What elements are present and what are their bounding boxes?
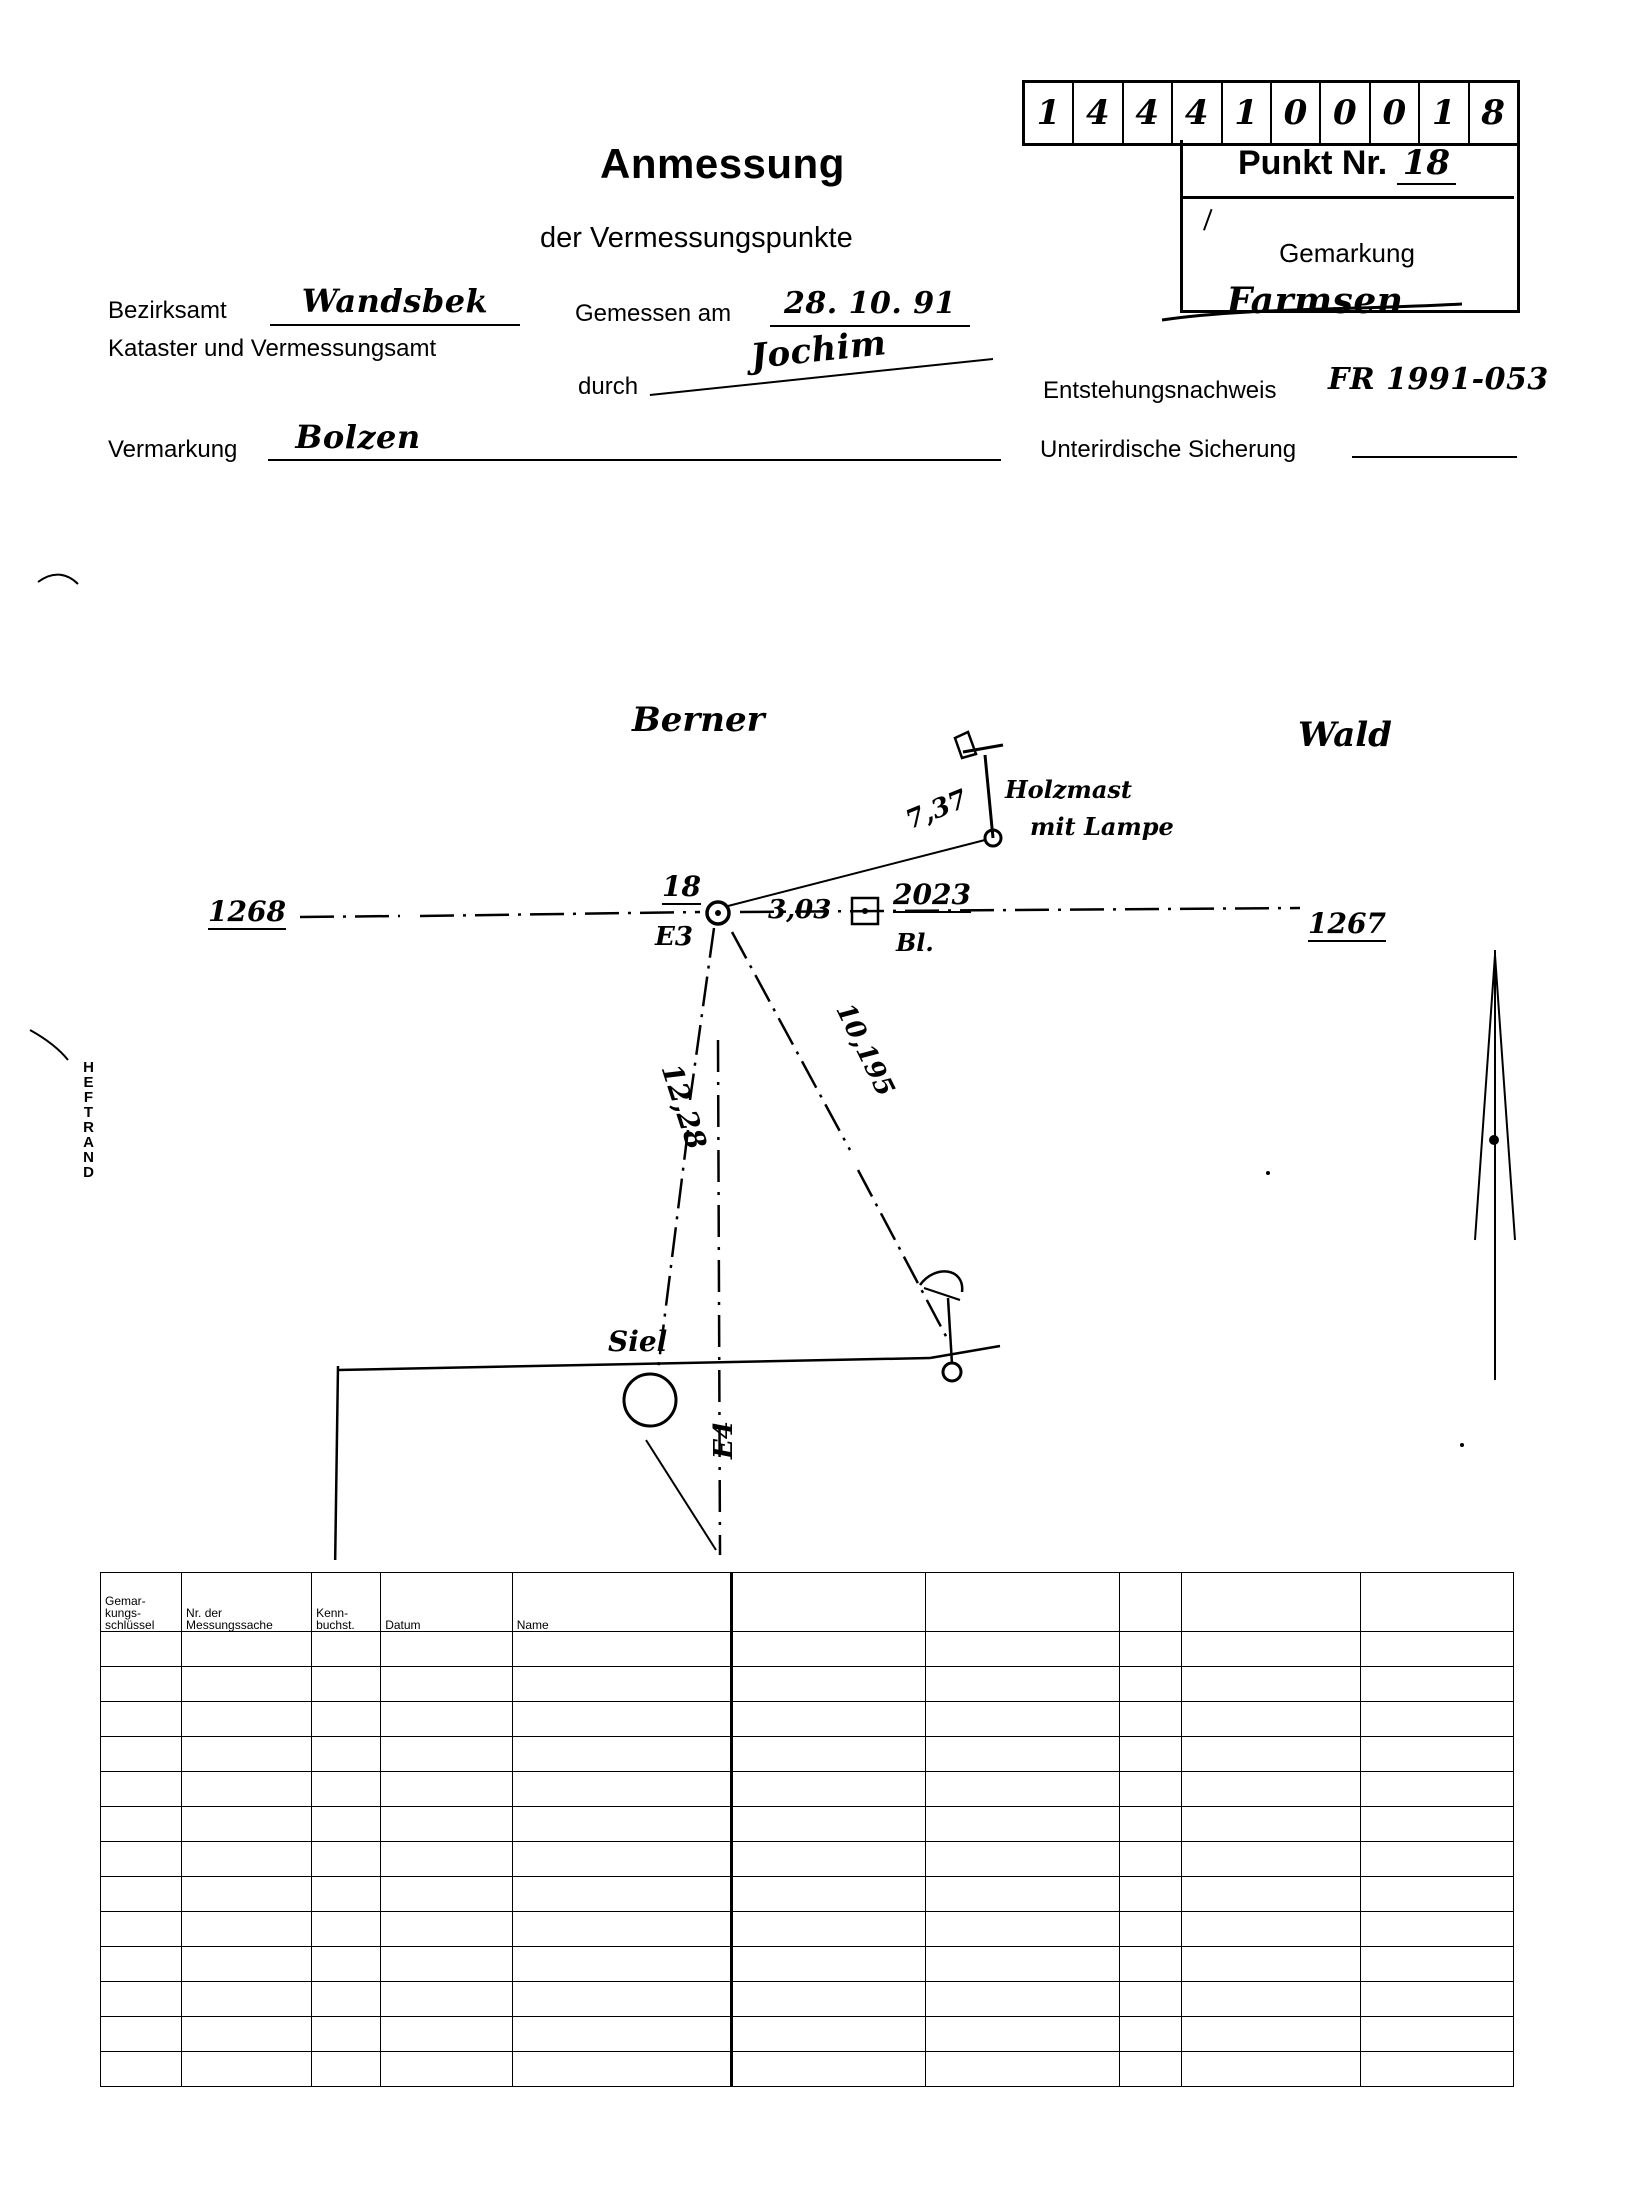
table-cell[interactable] — [926, 1702, 1119, 1737]
sketch-label-siel: Siel — [608, 1325, 668, 1358]
table-cell[interactable] — [101, 1947, 182, 1982]
table-cell[interactable] — [732, 1667, 926, 1702]
table-cell[interactable] — [1182, 1947, 1361, 1982]
table-cell[interactable] — [1361, 1667, 1514, 1702]
sketch-label-street-left: Berner — [632, 700, 765, 740]
table-cell[interactable] — [1361, 1702, 1514, 1737]
table-cell[interactable] — [312, 1842, 381, 1877]
number-digit-cell: 0 — [1371, 83, 1420, 143]
table-cell[interactable] — [1119, 2017, 1181, 2052]
table-cell[interactable] — [312, 1702, 381, 1737]
divider — [1180, 196, 1514, 199]
table-cell[interactable] — [1119, 1947, 1181, 1982]
table-cell[interactable] — [101, 1737, 182, 1772]
table-cell[interactable] — [381, 1772, 512, 1807]
table-cell[interactable] — [381, 1947, 512, 1982]
durch-value[interactable]: Jochim — [645, 312, 993, 396]
table-cell[interactable] — [312, 2052, 381, 2087]
table-cell[interactable] — [1119, 1737, 1181, 1772]
table-cell[interactable] — [381, 1877, 512, 1912]
table-cell[interactable] — [1182, 1667, 1361, 1702]
table-cell[interactable] — [182, 1772, 312, 1807]
table-cell[interactable] — [512, 1912, 732, 1947]
table-cell[interactable] — [1119, 1842, 1181, 1877]
table-cell[interactable] — [312, 1912, 381, 1947]
table-cell[interactable] — [512, 1737, 732, 1772]
number-digit-cell: 8 — [1481, 93, 1506, 133]
table-cell[interactable] — [1182, 2017, 1361, 2052]
table-cell[interactable] — [381, 2017, 512, 2052]
table-cell[interactable] — [381, 2052, 512, 2087]
table-cell[interactable] — [381, 1807, 512, 1842]
table-cell[interactable] — [381, 1632, 512, 1667]
col-gemarkungsschluessel: Gemar- kungs- schlüssel — [101, 1573, 182, 1632]
table-cell[interactable] — [312, 1737, 381, 1772]
table-row[interactable] — [101, 1982, 1514, 2017]
table-cell[interactable] — [101, 1912, 182, 1947]
table-cell[interactable] — [1361, 1737, 1514, 1772]
vermarkung-label: Vermarkung — [108, 436, 238, 463]
table-cell[interactable] — [182, 1842, 312, 1877]
table-row[interactable] — [101, 1737, 1514, 1772]
table-cell[interactable] — [312, 1982, 381, 2017]
table-cell[interactable] — [1119, 1702, 1181, 1737]
table-cell[interactable] — [101, 2017, 182, 2052]
table-cell[interactable] — [312, 1667, 381, 1702]
table-cell[interactable] — [182, 1702, 312, 1737]
table-cell[interactable] — [926, 1737, 1119, 1772]
table-cell[interactable] — [1361, 1947, 1514, 1982]
table-cell[interactable] — [101, 1807, 182, 1842]
table-cell[interactable] — [512, 1772, 732, 1807]
sketch-point-1268: 1268 — [208, 895, 286, 928]
table-cell[interactable] — [926, 1807, 1119, 1842]
table-row[interactable] — [101, 1912, 1514, 1947]
table-cell[interactable] — [732, 2052, 926, 2087]
table-cell[interactable] — [1119, 1877, 1181, 1912]
number-digit-cell: 4 — [1124, 83, 1173, 143]
table-cell[interactable] — [732, 1772, 926, 1807]
table-cell[interactable] — [1361, 2052, 1514, 2087]
sketch-distance-mast: 7,37 — [901, 784, 972, 836]
table-cell[interactable] — [182, 1737, 312, 1772]
table-cell[interactable] — [381, 1737, 512, 1772]
table-cell[interactable] — [1182, 1737, 1361, 1772]
table-cell[interactable] — [1119, 1632, 1181, 1667]
measurement-table — [100, 1572, 1514, 2087]
page-title: Anmessung — [600, 140, 845, 187]
table-cell[interactable] — [182, 2052, 312, 2087]
table-cell[interactable] — [926, 1842, 1119, 1877]
table-cell[interactable] — [926, 2052, 1119, 2087]
number-digit-cell: 1 — [1420, 83, 1469, 143]
table-cell[interactable] — [926, 1947, 1119, 1982]
table-cell[interactable] — [732, 1702, 926, 1737]
sketch-point-18-sub: E3 — [655, 922, 693, 952]
table-cell[interactable] — [101, 1632, 182, 1667]
table-cell[interactable] — [512, 2052, 732, 2087]
sketch-label-holzmast: Holzmast — [1005, 775, 1132, 804]
table-cell[interactable] — [101, 1842, 182, 1877]
table-cell[interactable] — [182, 1947, 312, 1982]
point-number-boxes — [1022, 80, 1520, 146]
table-row[interactable] — [101, 1632, 1514, 1667]
table-cell[interactable] — [1361, 1772, 1514, 1807]
table-cell[interactable] — [926, 1632, 1119, 1667]
durch-label: durch — [578, 373, 639, 400]
table-cell[interactable] — [1182, 1912, 1361, 1947]
col-kennbuchstabe: Kenn- buchst. — [312, 1573, 381, 1632]
gemarkung-label: Gemarkung — [1279, 238, 1415, 268]
vermarkung-rule — [268, 459, 1001, 461]
table-cell[interactable] — [1361, 1912, 1514, 1947]
table-row[interactable] — [101, 1702, 1514, 1737]
table-cell[interactable] — [512, 2017, 732, 2052]
number-digit-cell: 1 — [1025, 83, 1074, 143]
table-cell[interactable] — [101, 1772, 182, 1807]
table-cell[interactable] — [926, 2017, 1119, 2052]
table-cell[interactable] — [101, 2052, 182, 2087]
table-cell[interactable] — [512, 1842, 732, 1877]
table-cell[interactable] — [312, 1807, 381, 1842]
bezirksamt-label: Bezirksamt — [108, 297, 227, 324]
table-cell[interactable] — [182, 1667, 312, 1702]
heftrand-margin-text: H E F T R A N D — [83, 1059, 95, 1181]
unterirdische-sicherung-label: Unterirdische Sicherung — [1040, 436, 1297, 463]
number-digit-cell: 0 — [1272, 83, 1321, 143]
survey-sketch — [0, 540, 1648, 1560]
gemarkung-underline — [1152, 290, 1482, 330]
col-blank-2 — [926, 1573, 1119, 1632]
table-cell[interactable] — [101, 1877, 182, 1912]
table-cell[interactable] — [1182, 1772, 1361, 1807]
col-blank-3 — [1119, 1573, 1181, 1632]
sketch-point-18: 18 — [662, 870, 701, 903]
number-digit-cell: 4 — [1173, 83, 1222, 143]
sketch-distance-center: 3,03 — [768, 895, 832, 925]
table-row[interactable] — [101, 1877, 1514, 1912]
sketch-label-street-right: Wald — [1298, 715, 1392, 755]
entstehungsnachweis-label: Entstehungsnachweis — [1043, 377, 1277, 404]
col-nr-der-messungssache: Nr. der Messungssache — [182, 1573, 312, 1632]
sketch-label-mit-lampe: mit Lampe — [1030, 812, 1174, 841]
table-cell[interactable] — [182, 1807, 312, 1842]
sketch-point-2023-sub: Bl. — [896, 928, 934, 957]
table-cell[interactable] — [101, 1702, 182, 1737]
pen-tick-mark: | — [1200, 204, 1216, 233]
table-cell[interactable] — [381, 1667, 512, 1702]
table-cell[interactable] — [926, 1877, 1119, 1912]
table-body — [101, 1632, 1514, 2087]
entstehungsnachweis-value[interactable]: FR 1991-053 — [1328, 362, 1549, 397]
table-row[interactable] — [101, 2052, 1514, 2087]
col-name: Name — [512, 1573, 732, 1632]
table-row[interactable] — [101, 1807, 1514, 1842]
table-cell[interactable] — [1119, 1912, 1181, 1947]
table-cell[interactable] — [312, 1947, 381, 1982]
table-cell[interactable] — [381, 1702, 512, 1737]
table-cell[interactable] — [732, 1877, 926, 1912]
table-cell[interactable] — [1361, 1842, 1514, 1877]
table-row[interactable] — [101, 1947, 1514, 1982]
table-cell[interactable] — [1182, 1632, 1361, 1667]
bezirksamt-value[interactable]: Wandsbek — [270, 282, 520, 326]
number-digit-cell: 4 — [1074, 83, 1123, 143]
table-cell[interactable] — [926, 1982, 1119, 2017]
table-cell[interactable] — [732, 1912, 926, 1947]
table-cell[interactable] — [1119, 1807, 1181, 1842]
sketch-point-2023: 2023 — [893, 878, 971, 911]
table-cell[interactable] — [512, 1807, 732, 1842]
kataster-label: Kataster und Vermessungsamt — [108, 335, 437, 362]
table-cell[interactable] — [312, 2017, 381, 2052]
table-cell[interactable] — [732, 1632, 926, 1667]
table-cell[interactable] — [312, 1877, 381, 1912]
table-cell[interactable] — [1182, 1807, 1361, 1842]
table-row[interactable] — [101, 1842, 1514, 1877]
table-cell[interactable] — [312, 1772, 381, 1807]
table-cell[interactable] — [1361, 2017, 1514, 2052]
unterirdische-sicherung-rule — [1352, 456, 1517, 458]
table-cell[interactable] — [312, 1632, 381, 1667]
table-cell[interactable] — [101, 1667, 182, 1702]
table-cell[interactable] — [512, 1702, 732, 1737]
table-cell[interactable] — [1361, 1632, 1514, 1667]
table-cell[interactable] — [1182, 1982, 1361, 2017]
gemessen-am-label: Gemessen am — [575, 300, 732, 327]
col-blank-5 — [1361, 1573, 1514, 1632]
table-cell[interactable] — [732, 2017, 926, 2052]
table-cell[interactable] — [1119, 1982, 1181, 2017]
table-cell[interactable] — [182, 1982, 312, 2017]
table-cell[interactable] — [182, 1912, 312, 1947]
table-cell[interactable] — [732, 1737, 926, 1772]
table-cell[interactable] — [512, 1667, 732, 1702]
gemarkung-value: Farmsen — [1226, 280, 1404, 322]
sketch-distance-right-down: 10,195 — [829, 998, 901, 1102]
col-blank-4 — [1182, 1573, 1361, 1632]
table-cell[interactable] — [1182, 2052, 1361, 2087]
table-cell[interactable] — [1361, 1877, 1514, 1912]
number-digit-cell: 1 — [1223, 83, 1272, 143]
col-datum: Datum — [381, 1573, 512, 1632]
vermarkung-value[interactable]: Bolzen — [295, 418, 421, 456]
table-cell[interactable] — [732, 1982, 926, 2017]
table-cell[interactable] — [1119, 1667, 1181, 1702]
table-cell[interactable] — [1361, 1807, 1514, 1842]
table-cell[interactable] — [926, 1772, 1119, 1807]
table-cell[interactable] — [732, 1807, 926, 1842]
table-cell[interactable] — [1182, 1702, 1361, 1737]
gemessen-am-value[interactable]: 28. 10. 91 — [770, 286, 970, 327]
table-row[interactable] — [101, 1772, 1514, 1807]
col-blank-1 — [732, 1573, 926, 1632]
punkt-nr-value: 18 — [1397, 143, 1456, 185]
sketch-point-1267: 1267 — [1308, 907, 1386, 940]
page-subtitle: der Vermessungspunkte — [540, 222, 853, 254]
punkt-nr-label: Punkt Nr. — [1237, 144, 1388, 182]
table-cell[interactable] — [512, 1947, 732, 1982]
table-cell[interactable] — [1119, 2052, 1181, 2087]
table-cell[interactable] — [926, 1912, 1119, 1947]
table-cell[interactable] — [512, 1982, 732, 2017]
number-digit-cell: 0 — [1321, 83, 1370, 143]
table-row[interactable] — [101, 1667, 1514, 1702]
punkt-nr-row — [1180, 143, 1514, 183]
table-cell[interactable] — [381, 1982, 512, 2017]
table-cell[interactable] — [732, 1947, 926, 1982]
table-cell[interactable] — [926, 1667, 1119, 1702]
table-header-row — [101, 1573, 1514, 1632]
sketch-distance-left-down: 12,28 — [654, 1059, 714, 1154]
table-cell[interactable] — [732, 1842, 926, 1877]
table-cell[interactable] — [381, 1912, 512, 1947]
table-cell[interactable] — [182, 1632, 312, 1667]
table-cell[interactable] — [101, 1982, 182, 2017]
table-cell[interactable] — [512, 1632, 732, 1667]
table-cell[interactable] — [381, 1842, 512, 1877]
table-row[interactable] — [101, 2017, 1514, 2052]
table-cell[interactable] — [512, 1877, 732, 1912]
table-cell[interactable] — [1182, 1877, 1361, 1912]
table-cell[interactable] — [182, 1877, 312, 1912]
sketch-label-e4: E4 — [708, 1421, 739, 1459]
table-cell[interactable] — [1361, 1982, 1514, 2017]
table-cell[interactable] — [182, 2017, 312, 2052]
table-cell[interactable] — [1182, 1842, 1361, 1877]
table-cell[interactable] — [1119, 1772, 1181, 1807]
